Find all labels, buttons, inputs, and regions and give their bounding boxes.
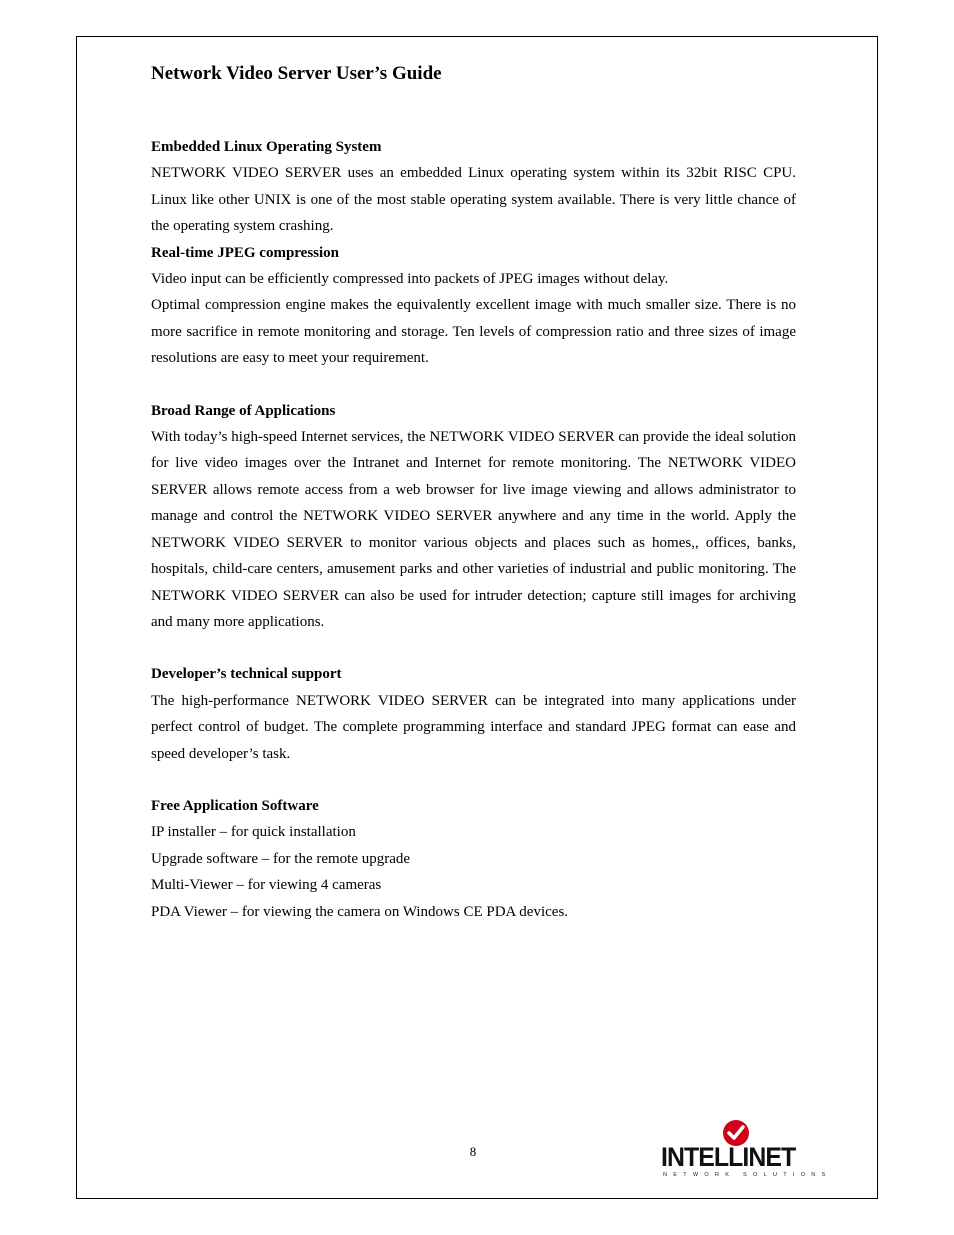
document-title: Network Video Server User’s Guide: [151, 63, 442, 84]
section-developer-support: [151, 661, 796, 767]
section-embedded-linux: [151, 134, 796, 240]
document-body: [151, 134, 796, 925]
section-heading: Embedded Linux Operating System: [151, 139, 382, 155]
list-item: PDA Viewer – for viewing the camera on Windows CE PDA devices.: [151, 903, 569, 920]
section-paragraph: NETWORK VIDEO SERVER uses an embedded Linux operating system within its 32bit RISC CPU. Linux like other UNIX is one of the most stable operating system available. There is very little chance of the operating system crashing.: [151, 165, 796, 235]
list-item: IP installer – for quick installation: [151, 824, 356, 841]
section-applications: [151, 398, 796, 636]
section-heading: Broad Range of Applications: [151, 402, 336, 419]
spacer: [151, 635, 796, 661]
section-free-software: [151, 793, 796, 925]
section-paragraph: With today’s high-speed Internet services, the NETWORK VIDEO SERVER can provide the ideal solution for live video images over the Intranet and Internet for remote monitoring. The NETWORK VIDEO SERVER allows remote access from a web browser for live image viewing and allows administrator to manage and control the NETWORK VIDEO SERVER anywhere and any time in the world. Apply the NETWORK VIDEO SERVER to monitor various objects and places such as homes,, offices, banks, hospitals, child-care centers, amusement parks and other varieties of industrial and public monitoring. The NETWORK VIDEO SERVER can also be used for intruder detection; capture still images for archiving and many more applications.: [151, 429, 796, 630]
section-paragraph: The high-performance NETWORK VIDEO SERVER can be integrated into many applications under perfect control of budget. The complete programming interface and standard JPEG format can ease and speed developer’s task.: [151, 692, 796, 762]
intellinet-logo: [661, 1118, 832, 1182]
logo-tagline: NETWORK SOLUTIONS: [663, 1172, 832, 1178]
spacer: [151, 372, 796, 398]
list-item: Upgrade software – for the remote upgrade: [151, 850, 411, 867]
list-item: Multi-Viewer – for viewing 4 cameras: [151, 877, 382, 894]
section-jpeg-compression: [151, 240, 796, 372]
section-paragraph: Optimal compression engine makes the equivalently excellent image with much smaller size. There is no more sacrifice in remote monitoring and storage. Ten levels of compression ratio and three sizes of image resolutions are easy to meet your requirement.: [151, 297, 796, 367]
section-heading: Real-time JPEG compression: [151, 244, 340, 261]
section-heading: Developer’s technical support: [151, 666, 342, 683]
section-heading: Free Application Software: [151, 797, 319, 814]
spacer: [151, 767, 796, 793]
page-number: 8: [469, 1144, 477, 1159]
logo-wordmark: INTELLINET: [661, 1142, 796, 1172]
section-paragraph: Video input can be efficiently compressed into packets of JPEG images without delay.: [151, 271, 669, 288]
